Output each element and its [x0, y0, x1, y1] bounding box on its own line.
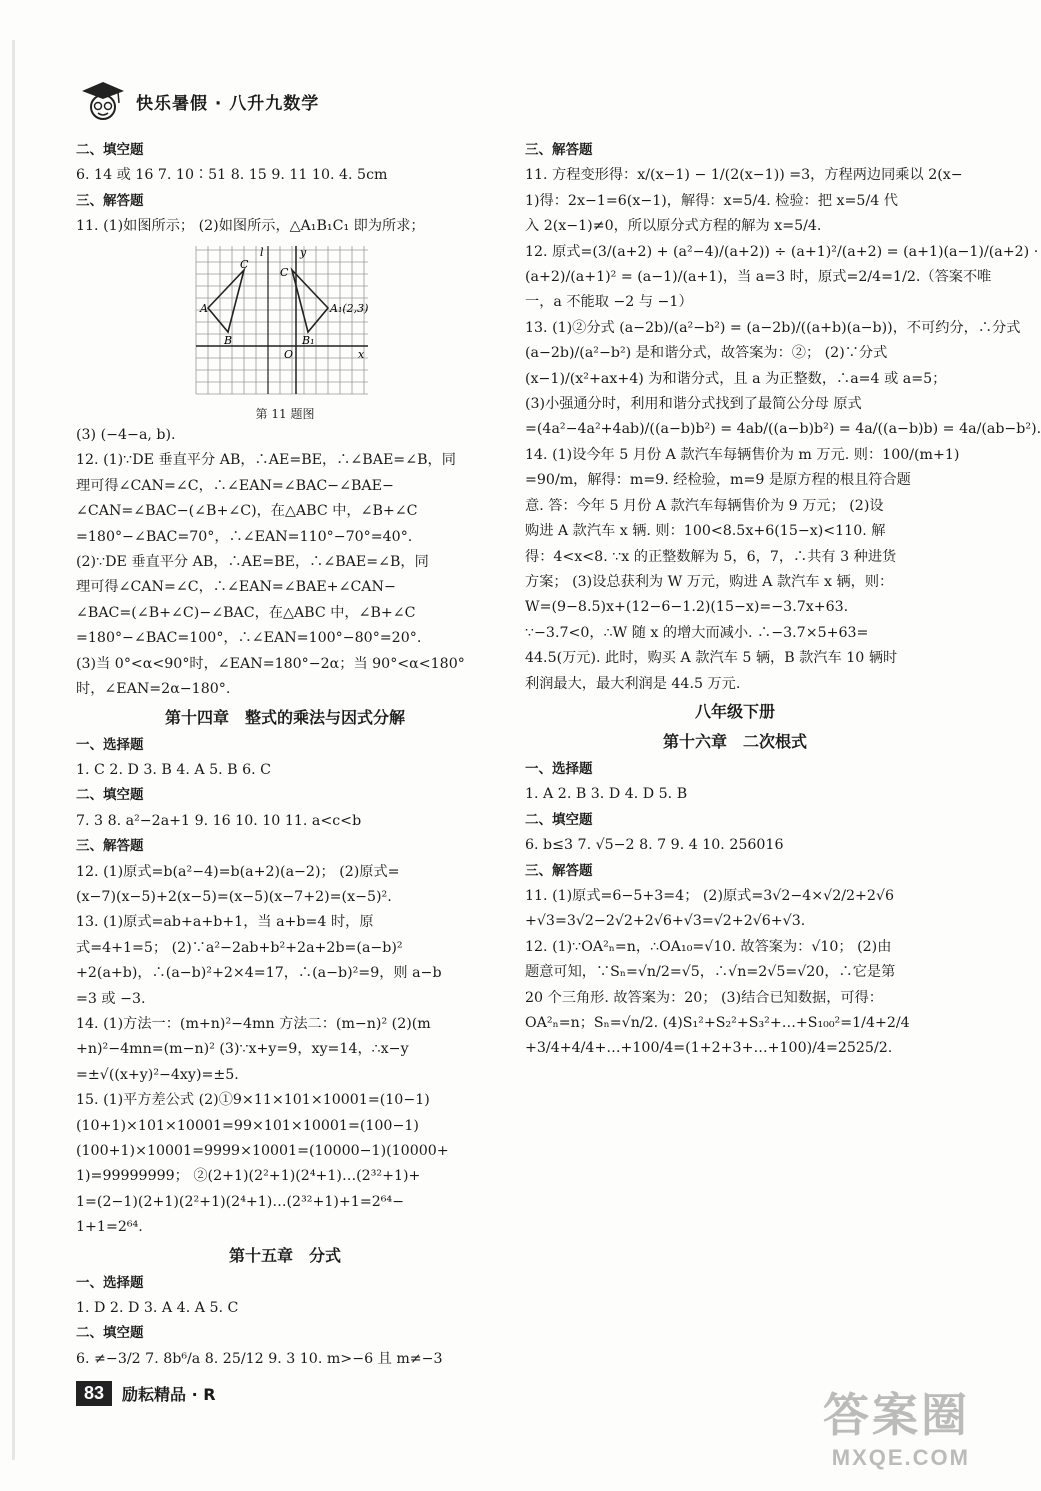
answer-line: 时，∠EAN=2α−180°. [76, 681, 231, 698]
answer-line: 1. C 2. D 3. B 4. A 5. B 6. C [76, 761, 272, 778]
chapter-heading: 第十四章 整式的乘法与因式分解 [164, 707, 405, 727]
answer-line: 理可得∠CAN=∠C，∴∠EAN=∠BAE+∠CAN− [76, 579, 396, 596]
answer-line: (10+1)×101×10001=99×101×10001=(100−1) [76, 1117, 419, 1134]
section-heading: 二、填空题 [76, 1325, 144, 1342]
section-heading: 三、解答题 [525, 862, 593, 879]
answer-line: +2(a+b)，∴(a−b)²+2×4=17，∴(a−b)²=9，则 a−b [76, 965, 442, 982]
answer-line: 20 个三角形. 故答案为：20； (3)结合已知数据，可得： [525, 989, 883, 1006]
answer-line: (3)当 0°<α<90°时，∠EAN=180°−2α；当 90°<α<180° [76, 655, 465, 672]
watermark-site: MXQE.COM [831, 1445, 970, 1470]
section-heading: 二、填空题 [76, 787, 144, 804]
answer-line: (3)小强通分时，利用和谐分式找到了最简公分母 原式 [525, 396, 862, 413]
left-column [76, 138, 494, 1372]
answer-line: 1. A 2. B 3. D 4. D 5. B [525, 786, 688, 803]
answer-line: 1)=99999999； ②(2+1)(2²+1)(2⁴+1)…(2³²+1)+ [76, 1168, 421, 1185]
answer-line: OA²ₙ=n；Sₙ=√n/2. (4)S₁²+S₂²+S₃²+…+S₁₀₀²=1/4+2/4 [525, 1015, 910, 1031]
answer-line: 一，a 不能取 −2 与 −1） [525, 294, 693, 311]
answer-line: W=(9−8.5)x+(12−6−1.2)(15−x)=−3.7x+63. [525, 599, 849, 616]
binding-edge [12, 40, 15, 1460]
point-label-a: A [200, 301, 208, 315]
answer-line: 44.5(万元). 此时，购买 A 款汽车 5 辆，B 款汽车 10 辆时 [525, 650, 898, 667]
watermark-main: 答案圈 [823, 1389, 970, 1441]
answer-line: ∵−3.7<0，∴W 随 x 的增大而减小. ∴−3.7×5+63= [525, 624, 869, 641]
chapter-heading: 第十六章 二次根式 [662, 731, 807, 751]
answer-line: 方案； (3)设总获利为 W 万元，购进 A 款汽车 x 辆，则： [525, 573, 894, 590]
section-heading: 二、填空题 [76, 142, 144, 158]
answer-line: =±√((x+y)²−4xy)=±5. [76, 1066, 239, 1083]
chapter-heading: 第十五章 分式 [228, 1245, 341, 1265]
section-heading: 一、选择题 [76, 736, 144, 753]
answer-line: 15. (1)平方差公式 (2)①9×11×101×10001=(10−1) [76, 1092, 430, 1109]
right-column [525, 138, 1041, 1062]
answer-line: 利润最大，最大利润是 44.5 万元. [525, 675, 741, 692]
graduate-cartoon-icon [78, 79, 128, 123]
section-heading: 三、解答题 [76, 838, 144, 855]
point-label-b: B [224, 333, 233, 347]
section-heading: 二、填空题 [525, 811, 593, 828]
answer-line: =3 或 −3. [76, 990, 146, 1007]
answer-line: 购进 A 款汽车 x 辆. 则：100<8.5x+6(15−x)<110. 解 [525, 523, 886, 540]
answer-line: 11. 方程变形得：x/(x−1) − 1/(2(x−1)) =3，方程两边同乘以 2(x− [525, 167, 963, 184]
answer-line: (x−7)(x−5)+2(x−5)=(x−5)(x−7+2)=(x−5)². [76, 888, 392, 905]
answer-line: 入 2(x−1)≠0，所以原分式方程的解为 x=5/4. [525, 218, 822, 235]
answer-line: 11. (1)原式=6−5+3=4； (2)原式=3√2−4×√2/2+2√6 [525, 887, 895, 904]
answer-line: +3/4+4/4+…+100/4=(1+2+3+…+100)/4=2525/2. [525, 1040, 893, 1057]
answer-line: +n)²−4mn=(m−n)² (3)∵x+y=9，xy=14，∴x−y [76, 1041, 409, 1058]
answer-line: 12. (1)原式=b(a²−4)=b(a+2)(a−2)； (2)原式= [76, 863, 400, 880]
answer-line: 7. 3 8. a²−2a+1 9. 16 10. 10 11. a<c<b [76, 812, 362, 829]
answer-line: =180°−∠BAC=70°，∴∠EAN=110°−70°=40°. [76, 528, 413, 545]
y-axis-label: y [300, 245, 307, 259]
origin-label: O [284, 347, 294, 361]
answer-line: 理可得∠CAN=∠C，∴∠EAN=∠BAC−∠BAE− [76, 477, 394, 494]
answer-line: 13. (1)②分式 (a−2b)/(a²−b²) = (a−2b)/((a+b)(a−b))，不可约分，∴分式 [525, 319, 1021, 336]
series-brand: 励耘精品 · R [122, 1385, 216, 1404]
section-heading: 一、选择题 [525, 760, 593, 777]
point-label-a1: A₁(2,3) [330, 301, 369, 315]
answer-line: 题意可知，∵Sₙ=√n/2=√5，∴√n=2√5=√20，∴它是第 [525, 964, 896, 981]
answer-line: (a−2b)/(a²−b²) 是和谐分式，故答案为：②； (2)∵分式 [525, 345, 888, 362]
point-label-c: C [240, 257, 249, 271]
answer-line: =180°−∠BAC=100°，∴∠EAN=100°−80°=20°. [76, 630, 422, 647]
answer-line: 6. 14 或 16 7. 10∶51 8. 15 9. 11 10. 4. 5cm [76, 167, 388, 184]
chapter-heading: 八年级下册 [694, 701, 775, 721]
section-heading: 一、选择题 [76, 1274, 144, 1291]
answer-line: (x−1)/(x²+ax+4) 为和谐分式，且 a 为正整数，∴a=4 或 a=5； [525, 370, 947, 387]
answer-line: 12. (1)∵DE 垂直平分 AB，∴AE=BE，∴∠BAE=∠B，同 [76, 452, 456, 469]
answer-line: (a+2)/(a+1)² = (a−1)/(a+1)，当 a=3 时，原式=2/4=1/2.（答案不唯 [525, 269, 992, 286]
answer-line: 11. (1)如图所示； (2)如图所示，△A₁B₁C₁ 即为所求； [76, 218, 425, 235]
answer-line: 6. b≤3 7. √5−2 8. 7 9. 4 10. 256016 [525, 837, 784, 854]
answer-line: (100+1)×10001=9999×10001=(10000−1)(10000+ [76, 1143, 449, 1159]
answer-line: ∠BAC=(∠B+∠C)−∠BAC，在△ABC 中，∠B+∠C [76, 604, 416, 621]
answer-line: 1)得：2x−1=6(x−1)，解得：x=5/4. 检验：把 x=5/4 代 [525, 192, 898, 209]
answer-line: 13. (1)原式=ab+a+b+1，当 a+b=4 时，原 [76, 914, 374, 931]
site-watermark [823, 1379, 970, 1471]
answer-line: =(4a²−4a²+4ab)/((a−b)b²) = 4ab/((a−b)b²) = 4a/((a−b)b) = 4a/(ab−b²). [525, 421, 1041, 438]
answer-line: ∠CAN=∠BAC−(∠B+∠C)，在△ABC 中，∠B+∠C [76, 503, 418, 520]
line-l-label: l [260, 245, 264, 259]
figure-11 [196, 246, 372, 423]
section-heading: 三、解答题 [76, 192, 144, 209]
answer-line: 意. 答：今年 5 月份 A 款汽车每辆售价为 9 万元； (2)设 [525, 497, 884, 514]
answer-line: 6. ≠−3/2 7. 8b⁶/a 8. 25/12 9. 3 10. m>−6 且 m≠−3 [76, 1350, 443, 1367]
answer-line: 1=(2−1)(2+1)(2²+1)(2⁴+1)…(2³²+1)+1=2⁶⁴− [76, 1193, 404, 1210]
figure-caption: 第 11 题图 [255, 407, 315, 422]
answer-line: 12. 原式=(3/(a+2) + (a²−4)/(a+2)) ÷ (a+1)²/(a+2) = (a+1)(a−1)/(a+2) · [525, 243, 1039, 260]
answer-line: 14. (1)方法一：(m+n)²−4mn 方法二：(m−n)² (2)(m [76, 1015, 431, 1032]
x-axis-label: x [358, 347, 365, 361]
answer-line: (2)∵DE 垂直平分 AB，∴AE=BE，∴∠BAE=∠B，同 [76, 554, 429, 571]
coordinate-grid-figure [196, 246, 372, 396]
page-footer [76, 1381, 216, 1406]
answer-line: (3) (−4−a, b). [76, 427, 176, 444]
answer-line: 1+1=2⁶⁴. [76, 1219, 143, 1236]
answer-line: =90/m，解得：m=9. 经检验，m=9 是原方程的根且符合题 [525, 472, 911, 489]
answer-line: 1. D 2. D 3. A 4. A 5. C [76, 1300, 239, 1317]
page-number: 83 [76, 1381, 112, 1406]
answer-line: 12. (1)∵OA²ₙ=n，∴OA₁₀=√10. 故答案为：√10； (2)由 [525, 938, 892, 955]
book-title: 快乐暑假 · 八升九数学 [136, 93, 320, 114]
answer-line: +√3=3√2−2√2+2√6+√3=√2+2√6+√3. [525, 913, 806, 930]
section-heading: 三、解答题 [525, 142, 593, 158]
answer-line: 得：4<x<8. ∵x 的正整数解为 5，6，7，∴共有 3 种进货 [525, 548, 897, 565]
page-header [78, 76, 319, 126]
point-label-c1: C [280, 265, 289, 279]
answer-line: 式=4+1=5； (2)∵a²−2ab+b²+2a+2b=(a−b)² [76, 939, 403, 956]
point-label-b1: B₁ [302, 333, 315, 347]
answer-line: 14. (1)设今年 5 月份 A 款汽车每辆售价为 m 万元. 则：100/(m+1) [525, 446, 960, 463]
